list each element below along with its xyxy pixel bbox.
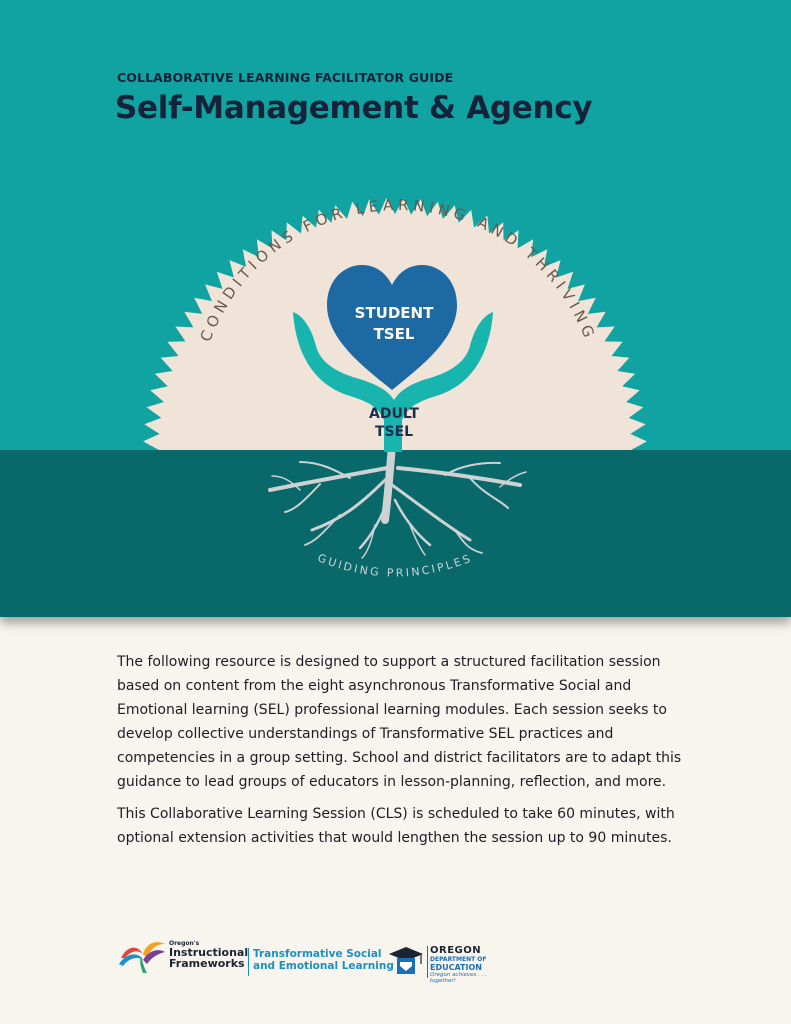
intro-text <box>117 650 687 858</box>
tsel-logo <box>253 948 394 972</box>
arc-label: CONDITIONS FOR LEARNING AND THRIVING <box>196 195 600 345</box>
if-logo-line2: Frameworks <box>169 957 245 970</box>
heart-label-line1: STUDENT <box>354 304 434 322</box>
page-title: Self-Management & Agency <box>115 90 593 126</box>
ode-logo-line2a: DEPARTMENT OF <box>430 956 487 963</box>
tsel-logo-line1: Transformative Social <box>253 948 382 960</box>
bird-logo-icon <box>117 938 167 974</box>
tsel-logo-line2: and Emotional Learning <box>253 960 394 972</box>
ode-logo <box>430 945 497 984</box>
guide-kicker: COLLABORATIVE LEARNING FACILITATOR GUIDE <box>117 70 454 85</box>
if-logo-small: Oregon's <box>169 940 200 947</box>
logo-divider <box>248 948 249 976</box>
ode-logo-line2b: EDUCATION <box>430 963 482 972</box>
ode-logo-line1: OREGON <box>430 945 482 956</box>
heart-label-line2: TSEL <box>373 325 415 343</box>
ode-divider <box>427 946 428 978</box>
graduation-cap-icon <box>387 944 425 978</box>
intro-paragraph-1: The following resource is designed to support a structured facilitation session based on content from the eight asynchronous Transformative Social and Emotional learning (SEL) professional learning modules. Each session seeks to develop collective understandings of Transformative SEL practices and competencies in a group setting. School and district facilitators are to adapt this guidance to lead groups of educators in lesson-planning, reflection, and more. <box>117 654 682 790</box>
instructional-frameworks-logo <box>169 940 248 969</box>
footer-logos <box>117 936 497 986</box>
hands-label-line2: TSEL <box>374 424 414 440</box>
if-logo-line1: Instructional <box>169 946 249 959</box>
dark-teal-band <box>0 450 791 617</box>
hands-label-line1: ADULT <box>369 406 419 422</box>
intro-paragraph-2: This Collaborative Learning Session (CLS) is scheduled to take 60 minutes, with optional extension activities that would lengthen the session up to 90 minutes. <box>117 806 675 846</box>
roots-label: GUIDING PRINCIPLES <box>315 551 475 580</box>
ode-tagline: Oregon achieves . . . together! <box>430 972 487 984</box>
